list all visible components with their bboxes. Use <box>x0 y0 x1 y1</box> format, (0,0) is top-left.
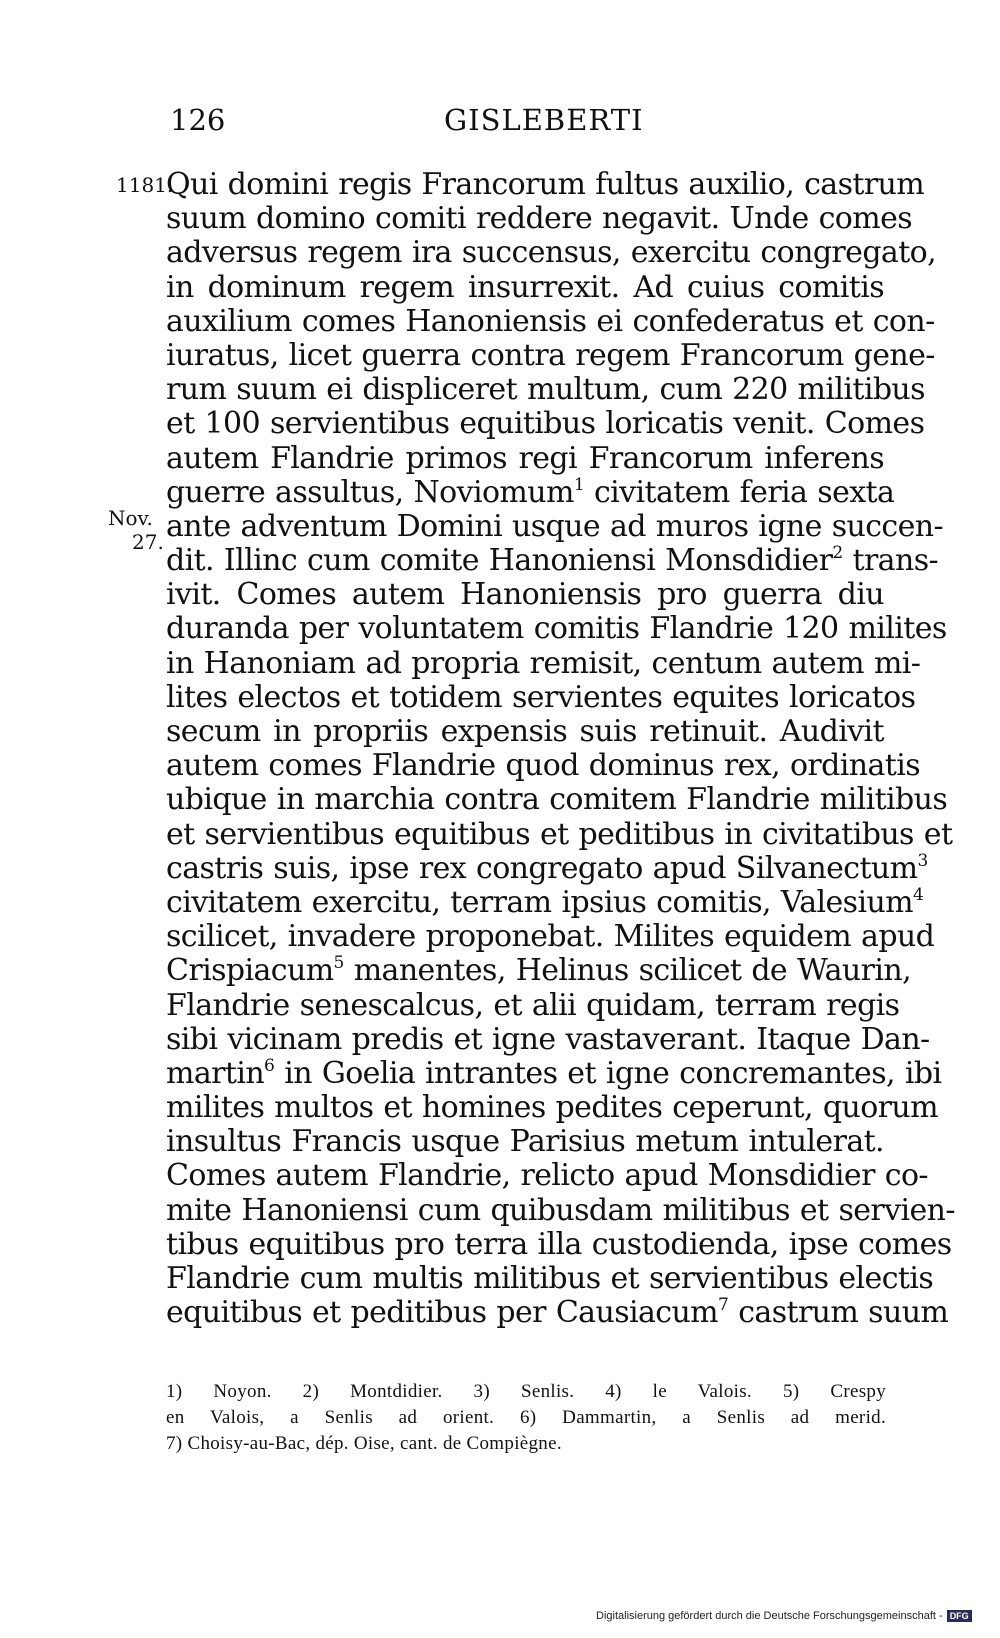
credit-text: Digitalisierung gefördert durch die Deutsche Forschungsgemeinschaft - <box>596 1610 943 1622</box>
text-line: secum in propriis expensis suis retinuit. Audivit <box>166 714 884 749</box>
text-segment: guerre assultus, Noviomum <box>166 474 574 510</box>
digitization-credit <box>596 1610 972 1622</box>
text-line: et servientibus equitibus et peditibus in civitatibus et <box>166 816 953 852</box>
text-line: ivit. Comes autem Hanoniensis pro guerra diu <box>166 577 884 613</box>
text-line <box>166 474 895 510</box>
text-segment: civitatem exercitu, terram ipsius comitis, Valesium <box>166 884 914 920</box>
running-head: GISLEBERTI <box>444 103 644 137</box>
text-line: in dominum regem insurrexit. Ad cuius comitis <box>166 269 884 305</box>
text-line: autem comes Flandrie quod dominus rex, ordinatis <box>166 748 920 784</box>
text-segment: castris suis, ipse rex congregato apud Silvanectum <box>166 850 918 886</box>
text-line: Flandrie senescalcus, et alii quidam, terram regis <box>166 987 900 1023</box>
text-line: adversus regem ira succensus, exercitu congregato, <box>166 235 937 271</box>
text-line: tibus equitibus pro terra illa custodienda, ipse comes <box>166 1226 952 1262</box>
text-line: scilicet, invadere proponebat. Milites equidem apud <box>166 919 935 955</box>
text-segment: manentes, Helinus scilicet de Waurin, <box>353 953 912 989</box>
text-line: Comes autem Flandrie, relicto apud Monsdidier co- <box>166 1158 928 1194</box>
text-line: ubique in marchia contra comitem Flandrie militibus <box>166 782 948 818</box>
footnote-ref: 2 <box>832 543 843 564</box>
margin-day: 27. <box>132 530 164 554</box>
text-line: auxilium comes Hanoniensis ei confederatus et con- <box>166 303 935 339</box>
text-line: Flandrie cum multis militibus et servientibus electis <box>166 1261 934 1296</box>
text-line: ante adventum Domini usque ad muros igne succen- <box>166 508 944 544</box>
text-line <box>166 953 912 989</box>
text-line <box>166 850 928 886</box>
text-line <box>166 543 939 579</box>
footnote-line: 1) Noyon. 2) Montdidier. 3) Senlis. 4) le Valois. 5) Crespy <box>166 1381 886 1402</box>
footnote-ref: 1 <box>573 474 585 495</box>
text-line: et 100 servientibus equitibus loricatis venit. Comes <box>166 406 925 442</box>
margin-month: Nov. <box>108 506 153 530</box>
footnote-ref: 6 <box>264 1055 275 1076</box>
text-segment: equitibus et peditibus per Causiacum <box>166 1295 719 1331</box>
page-header <box>0 103 1000 143</box>
footnote-ref: 5 <box>333 953 344 974</box>
text-line: insultus Francis usque Parisius metum intulerat. <box>166 1124 884 1160</box>
footnote-ref: 3 <box>917 850 928 871</box>
page-number: 126 <box>170 103 226 137</box>
text-line <box>166 1055 942 1091</box>
text-segment: dit. Illinc cum comite Hanoniensi Monsdidier <box>166 543 833 579</box>
dfg-logo-icon: DFG <box>947 1610 972 1622</box>
footnote-ref: 4 <box>913 884 924 905</box>
text-segment: trans- <box>852 543 939 579</box>
footnote-line: 7) Choisy-au-Bac, dép. Oise, cant. de Compiègne. <box>166 1433 562 1454</box>
text-segment: civitatem feria sexta <box>593 474 895 510</box>
footnote-line: en Valois, a Senlis ad orient. 6) Dammartin, a Senlis ad merid. <box>166 1407 886 1428</box>
text-line: lites electos et totidem servientes equites loricatos <box>166 679 916 715</box>
text-line <box>166 884 924 920</box>
text-line: rum suum ei displiceret multum, cum 220 militibus <box>166 372 925 408</box>
footnote-ref: 7 <box>718 1295 729 1316</box>
text-line: mite Hanoniensi cum quibusdam militibus et servien- <box>166 1192 955 1228</box>
text-line: duranda per voluntatem comitis Flandrie 120 milites <box>166 611 947 647</box>
text-line <box>166 1295 949 1331</box>
text-segment: castrum suum <box>738 1295 949 1331</box>
text-line: autem Flandrie primos regi Francorum inferens <box>166 440 884 476</box>
text-line: in Hanoniam ad propria remisit, centum autem mi- <box>166 645 921 681</box>
text-line: iuratus, licet guerra contra regem Francorum gene- <box>166 337 935 373</box>
text-segment: in Goelia intrantes et igne concremantes, ibi <box>284 1055 942 1091</box>
body-text <box>166 167 955 1331</box>
text-segment: martin <box>166 1055 265 1091</box>
text-line: sibi vicinam predis et igne vastaverant. Itaque Dan- <box>166 1021 930 1057</box>
text-line: suum domino comiti reddere negavit. Unde comes <box>166 201 913 237</box>
text-segment: Crispiacum <box>166 953 334 989</box>
footnotes <box>166 1379 886 1457</box>
text-line: milites multos et homines pedites ceperunt, quorum <box>166 1090 938 1126</box>
margin-year: 1181. <box>116 173 174 197</box>
text-line: Qui domini regis Francorum fultus auxilio, castrum <box>166 167 925 202</box>
